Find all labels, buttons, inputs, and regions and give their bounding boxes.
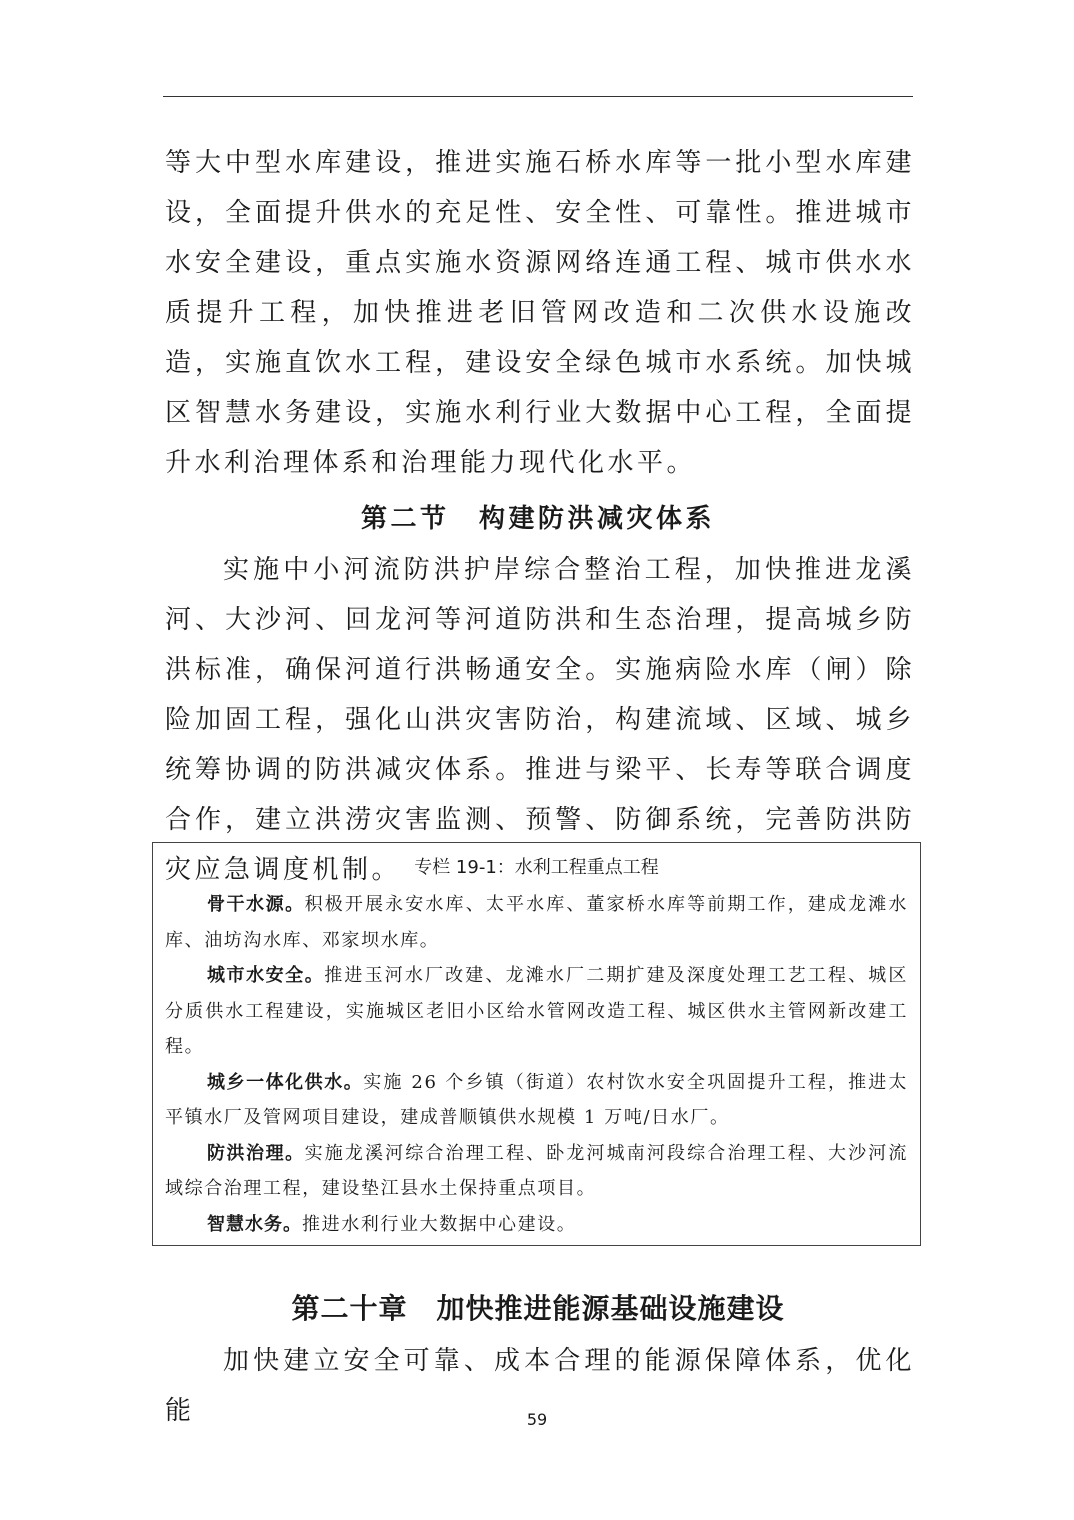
box-item-term: 骨干水源。 [207,894,305,915]
box-item-text: 实施龙溪河综合治理工程、卧龙河城南河段综合治理工程、大沙河流域综合治理工程，建设垫江县水土保持重点项目。 [165,1142,909,1199]
box-item-term: 城乡一体化供水。 [207,1071,364,1093]
header-rule [163,96,913,97]
box-item-text: 推进水利行业大数据中心建设。 [302,1213,577,1235]
body-paragraph-energy: 加快建立安全可靠、成本合理的能源保障体系，优化能 [165,1346,915,1426]
box-item-flood-governance [165,1136,908,1207]
body-paragraph-water-security: 等大中型水库建设，推进实施石桥水库等一批小型水库建设，全面提升供水的充足性、安全性、可靠性。推进城市水安全建设，重点实施水资源网络连通工程、城市供水水质提升工程，加快推进老旧管网改造和二次供水设施改造，实施直饮水工程，建设安全绿色城市水系统。加快城区智慧水务建设，实施水利行业大数据中心工程，全面提升水利治理体系和治理能力现代化水平。 [165,148,915,478]
box-item-text: 实施 26 个乡镇（街道）农村饮水安全巩固提升工程，推进太平镇水厂及管网项目建设，建成普顺镇供水规模 1 万吨/日水厂。 [165,1071,908,1128]
page-number: 59 [526,1410,548,1429]
body-paragraph-flood-control: 实施中小河流防洪护岸综合整治工程，加快推进龙溪河、大沙河、回龙河等河道防洪和生态治理，提高城乡防洪标准，确保河道行洪畅通安全。实施病险水库（闸）除险加固工程，强化山洪灾害防治，构建流域、区域、城乡统筹协调的防洪减灾体系。推进与梁平、长寿等联合调度合作，建立洪涝灾害监测、预警、防御系统，完善防洪防灾应急调度机制。 [165,555,915,885]
box-item-urban-water-security [165,958,908,1065]
chapter-title: 第二十章 加快推进能源基础设施建设 [291,1292,785,1325]
box-item-term: 防洪治理。 [207,1142,305,1164]
box-item-text: 推进玉河水厂改建、龙滩水厂二期扩建及深度处理工艺工程、城区分质供水工程建设，实施城区老旧小区给水管网改造工程、城区供水主管网新改建工程。 [165,965,908,1057]
box-item-smart-water [165,1207,908,1243]
box-item-term: 城市水安全。 [207,965,325,986]
box-item-integrated-supply [165,1065,908,1136]
feature-box-title: 专栏 19-1：水利工程重点工程 [414,857,659,878]
box-item-text: 积极开展永安水库、太平水库、董家桥水库等前期工作，建成龙滩水库、油坊沟水库、邓家坝水库。 [165,894,909,951]
feature-box [152,842,921,1246]
box-item-term: 智慧水务。 [207,1213,302,1235]
box-item-backbone-water [165,887,908,958]
section-title: 第二节 构建防洪减灾体系 [360,504,715,534]
